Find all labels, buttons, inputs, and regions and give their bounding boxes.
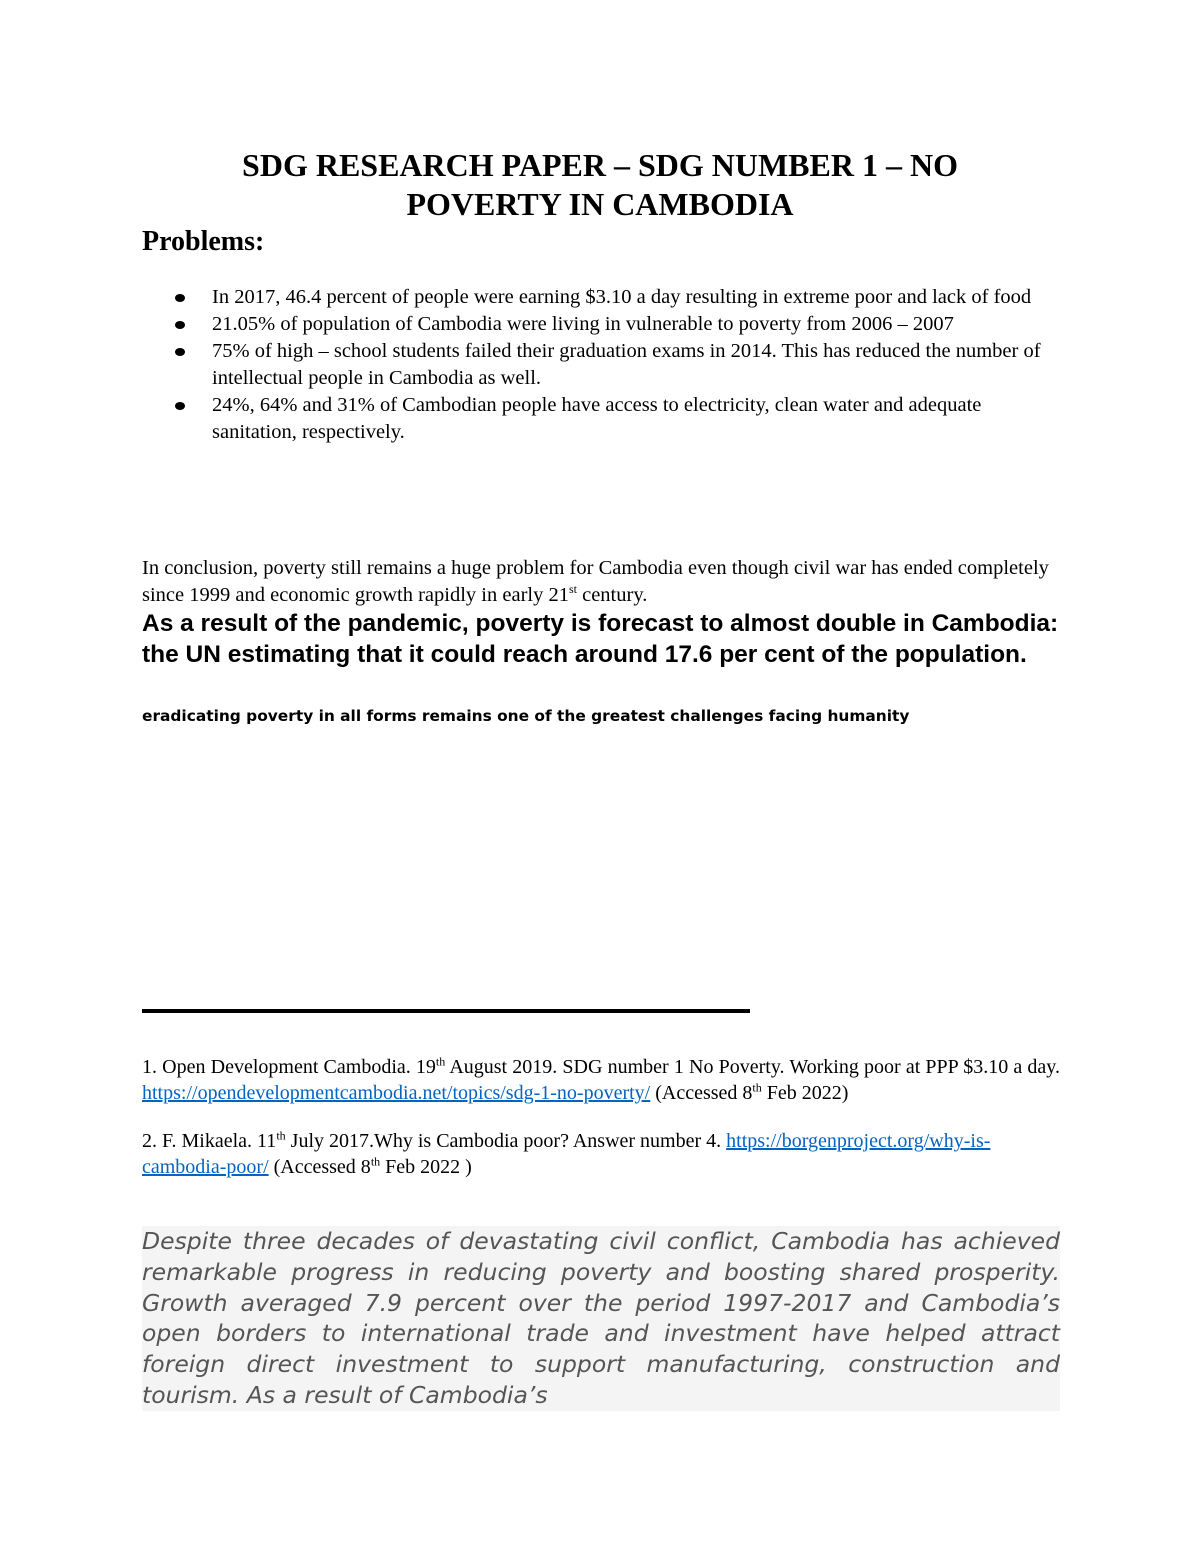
footnote-text: (Accessed 8 [268, 1156, 371, 1178]
footnote-superscript: th [276, 1128, 286, 1143]
footnote-text: August 2019. SDG number 1 No Poverty. Working poor at PPP $3.10 a day. [445, 1056, 1060, 1078]
page-title-line-1: SDG RESEARCH PAPER – SDG NUMBER 1 – NO [242, 147, 958, 183]
list-item [142, 311, 1062, 338]
quoted-excerpt: Despite three decades of devastating civil conflict, Cambodia has achieved remarkable progress in reducing poverty and boosting shared prosperity. Growth averaged 7.9 percent over the period 1997-2017 and Cambodia’s open borders to international trade and investment have helped attract foreign direct investment to support manufacturing, construction and tourism. As a result of Cambodia’s [142, 1227, 1060, 1409]
footnote-superscript: th [752, 1080, 762, 1095]
bullet-icon [175, 321, 185, 329]
list-item-text: 24%, 64% and 31% of Cambodian people have access to electricity, clean water and adequate sanitation, respectively. [212, 394, 982, 443]
page-title-line-2: POVERTY IN CAMBODIA [406, 186, 794, 222]
list-item-text: In 2017, 46.4 percent of people were earning $3.10 a day resulting in extreme poor and lack of food [212, 286, 1032, 308]
conclusion-superscript: st [568, 582, 577, 597]
eradicating-paragraph: eradicating poverty in all forms remains one of the greatest challenges facing humanity [142, 707, 910, 725]
footnote-superscript: th [370, 1154, 381, 1169]
list-item [142, 392, 1062, 446]
conclusion-text-end: century. [576, 584, 648, 606]
list-item-text: 21.05% of population of Cambodia were living in vulnerable to poverty from 2006 – 2007 [212, 313, 954, 335]
page-title [100, 146, 1100, 224]
list-item [142, 284, 1062, 311]
footnote-text: Feb 2022) [761, 1082, 849, 1104]
footnote-text: 2. F. Mikaela. 11 [142, 1130, 277, 1152]
footnote-1 [142, 1054, 1060, 1106]
conclusion-text: In conclusion, poverty still remains a huge problem for Cambodia even though civil war has ended completely since 1999 and economic growth rapidly in early 21 [142, 557, 1049, 606]
footnote-separator [142, 1009, 750, 1013]
bullet-icon [175, 402, 185, 410]
footnote-text: (Accessed 8 [650, 1082, 753, 1104]
bullet-icon [175, 348, 185, 356]
footnote-text: 1. Open Development Cambodia. 19 [142, 1056, 436, 1078]
problems-list [142, 284, 1062, 446]
list-item-text: 75% of high – school students failed their graduation exams in 2014. This has reduced the number of intellectual people in Cambodia as well. [212, 340, 1041, 389]
footnote-text: Feb 2022 ) [380, 1156, 472, 1178]
footnote-text: July 2017.Why is Cambodia poor? Answer number 4. [285, 1130, 727, 1152]
footnote-superscript: th [435, 1054, 446, 1069]
footnote-2 [142, 1128, 1060, 1180]
problems-heading: Problems: [142, 226, 265, 257]
conclusion-paragraph [142, 555, 1062, 609]
bullet-icon [175, 294, 185, 302]
list-item [142, 338, 1062, 392]
footnote-link[interactable]: https://borgenproject.org/why-is-cambodia-poor/ [142, 1130, 991, 1178]
pandemic-paragraph: As a result of the pandemic, poverty is forecast to almost double in Cambodia: the UN estimating that it could reach around 17.6 per cent of the population. [142, 610, 1059, 668]
footnote-link[interactable]: https://opendevelopmentcambodia.net/topics/sdg-1-no-poverty/ [142, 1082, 651, 1104]
